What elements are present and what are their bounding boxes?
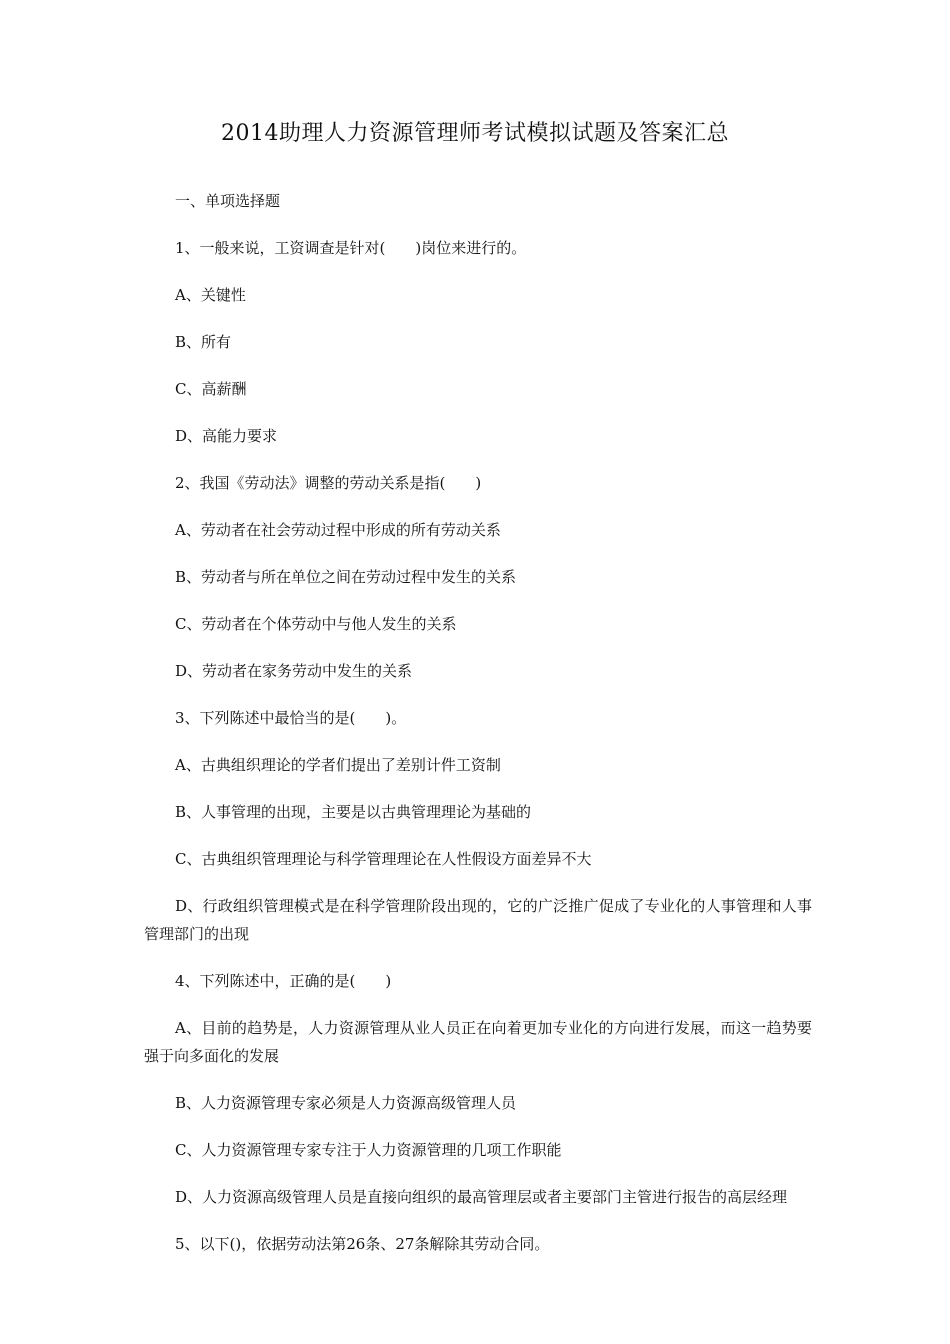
question-2-option-b: B、劳动者与所在单位之间在劳动过程中发生的关系 — [175, 568, 517, 586]
question-3-option-a: A、古典组织理论的学者们提出了差别计件工资制 — [175, 756, 501, 774]
question-5: 5、以下()，依据劳动法第26条、27条解除其劳动合同。 — [175, 1235, 550, 1253]
section-heading: 一、单项选择题 — [175, 192, 281, 210]
question-1-option-c: C、高薪酬 — [175, 380, 247, 398]
question-1: 1、一般来说，工资调查是针对( )岗位来进行的。 — [175, 239, 527, 257]
question-4-option-b: B、人力资源管理专家必须是人力资源高级管理人员 — [175, 1094, 517, 1112]
question-4-option-c: C、人力资源管理专家专注于人力资源管理的几项工作职能 — [175, 1141, 562, 1159]
question-2-option-d: D、劳动者在家务劳动中发生的关系 — [175, 662, 413, 680]
question-4-option-a: A、目前的趋势是，人力资源管理从业人员正在向着更加专业化的方向进行发展，而这一趋势要强于向多面化的发展 — [144, 1019, 812, 1065]
question-2-option-a: A、劳动者在社会劳动过程中形成的所有劳动关系 — [175, 521, 501, 539]
question-4-option-d: D、人力资源高级管理人员是直接向组织的最高管理层或者主要部门主管进行报告的高层经理 — [175, 1188, 788, 1206]
question-3: 3、下列陈述中最恰当的是( )。 — [175, 709, 407, 727]
question-3-option-c: C、古典组织管理理论与科学管理理论在人性假设方面差异不大 — [175, 850, 592, 868]
question-2: 2、我国《劳动法》调整的劳动关系是指( ) — [175, 474, 482, 492]
question-3-option-d: D、行政组织管理模式是在科学管理阶段出现的，它的广泛推广促成了专业化的人事管理和人事管理部门的出现 — [144, 897, 812, 943]
question-1-option-a: A、关键性 — [175, 286, 246, 304]
question-1-option-b: B、所有 — [175, 333, 232, 351]
question-3-option-b: B、人事管理的出现，主要是以古典管理理论为基础的 — [175, 803, 532, 821]
question-2-option-c: C、劳动者在个体劳动中与他人发生的关系 — [175, 615, 457, 633]
question-1-option-d: D、高能力要求 — [175, 427, 278, 445]
document-body — [144, 187, 812, 1277]
question-4: 4、下列陈述中，正确的是( ) — [175, 972, 392, 990]
document-title: 2014助理人力资源管理师考试模拟试题及答案汇总 — [221, 121, 729, 146]
